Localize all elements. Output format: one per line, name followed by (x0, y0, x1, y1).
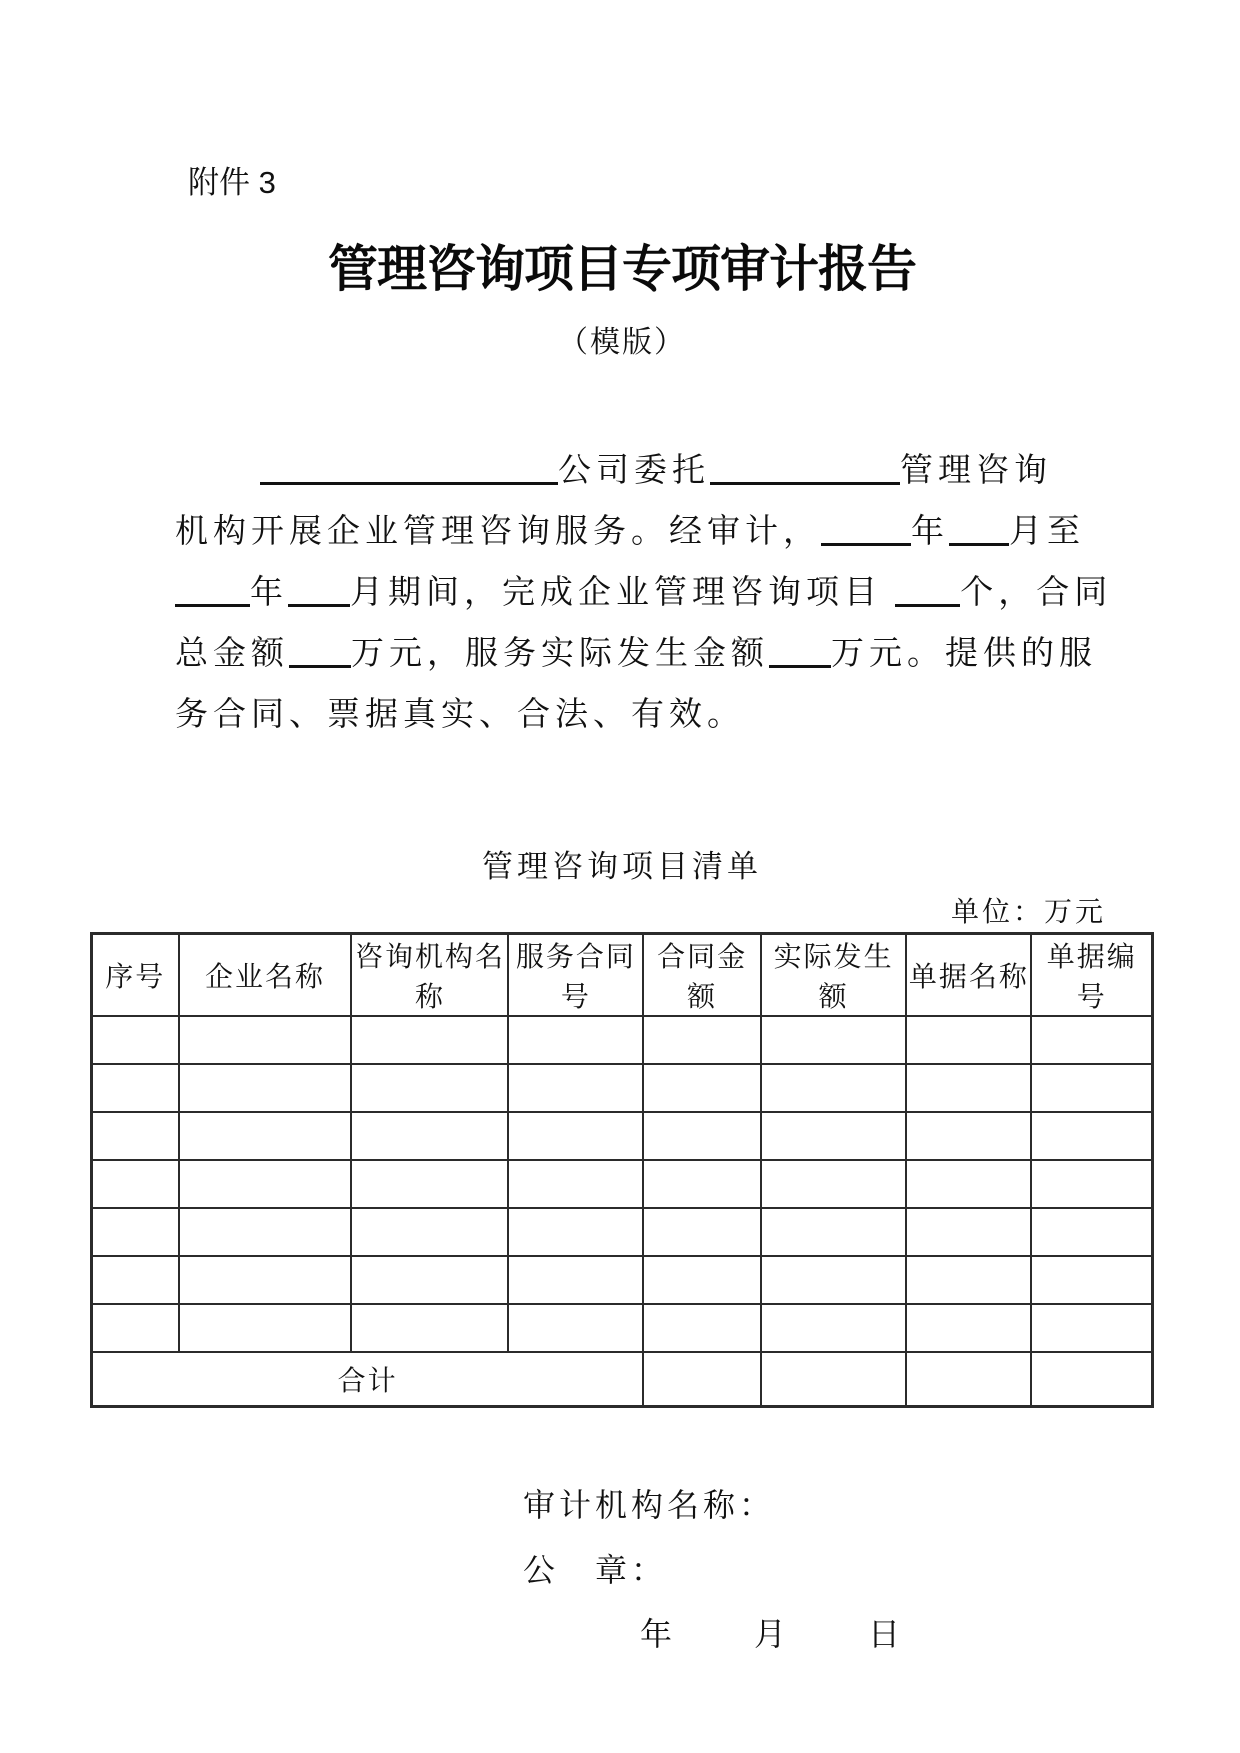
blank-underline-field (821, 513, 911, 546)
empty-cell (351, 1064, 508, 1112)
blank-underline-field (175, 574, 250, 607)
total-label: 合计 (92, 1352, 644, 1407)
empty-cell (906, 1064, 1031, 1112)
column-header: 单据名称 (906, 934, 1031, 1017)
empty-cell (761, 1304, 906, 1352)
table-body (92, 1016, 1153, 1352)
empty-cell (643, 1160, 761, 1208)
empty-table-row (92, 1208, 1153, 1256)
empty-cell (351, 1304, 508, 1352)
empty-cell (761, 1208, 906, 1256)
empty-cell (179, 1304, 352, 1352)
paragraph-line (175, 441, 1069, 502)
paragraph-text: 公司委托 (558, 453, 710, 490)
empty-cell (761, 1112, 906, 1160)
column-header: 咨询机构名称 (351, 934, 508, 1017)
paragraph-text: 管理咨询 (900, 453, 1052, 490)
empty-cell (508, 1016, 643, 1064)
blank-underline-field (895, 574, 960, 607)
paragraph-text: 年 (911, 514, 949, 551)
empty-cell (1031, 1160, 1152, 1208)
empty-cell (351, 1208, 508, 1256)
empty-cell (1031, 1016, 1152, 1064)
column-header: 实际发生额 (761, 934, 906, 1017)
empty-cell (906, 1304, 1031, 1352)
total-empty-cell (906, 1352, 1031, 1407)
empty-cell (92, 1016, 179, 1064)
paragraph-line (175, 502, 1085, 563)
empty-table-row (92, 1064, 1153, 1112)
empty-cell (906, 1016, 1031, 1064)
column-header: 单据编号 (1031, 934, 1152, 1017)
total-row (92, 1352, 1153, 1407)
empty-cell (1031, 1208, 1152, 1256)
empty-cell (92, 1160, 179, 1208)
empty-cell (761, 1064, 906, 1112)
empty-cell (761, 1016, 906, 1064)
empty-cell (179, 1112, 352, 1160)
paragraph-text: 月期间，完成企业管理咨询项目 (350, 575, 896, 612)
table-title: 管理咨询项目清单 (482, 849, 762, 885)
empty-cell (351, 1256, 508, 1304)
empty-cell (179, 1256, 352, 1304)
empty-cell (761, 1256, 906, 1304)
paragraph-line (175, 685, 1069, 746)
empty-cell (508, 1208, 643, 1256)
empty-cell (906, 1112, 1031, 1160)
blank-underline-field (260, 452, 558, 485)
empty-cell (643, 1016, 761, 1064)
paragraph-text: 万元，服务实际发生金额 (351, 636, 769, 673)
empty-cell (351, 1016, 508, 1064)
paragraph-line (175, 563, 1113, 624)
empty-cell (906, 1160, 1031, 1208)
empty-cell (761, 1160, 906, 1208)
column-header: 服务合同号 (508, 934, 643, 1017)
indent-space (175, 480, 260, 481)
empty-cell (508, 1112, 643, 1160)
empty-cell (92, 1256, 179, 1304)
table-header (92, 934, 1153, 1017)
paragraph-text: 总金额 (175, 636, 289, 673)
empty-cell (643, 1064, 761, 1112)
empty-cell (906, 1208, 1031, 1256)
empty-cell (643, 1256, 761, 1304)
empty-cell (92, 1304, 179, 1352)
empty-table-row (92, 1160, 1153, 1208)
document-subtitle: （模版） (558, 326, 686, 360)
paragraph-text: 个，合同 (960, 575, 1113, 612)
empty-cell (508, 1160, 643, 1208)
project-list-table (90, 932, 1154, 1408)
document-title: 管理咨询项目专项审计报告 (328, 241, 916, 298)
empty-cell (92, 1112, 179, 1160)
blank-underline-field (769, 635, 831, 668)
empty-table-row (92, 1112, 1153, 1160)
column-header-row (92, 934, 1153, 1017)
empty-cell (508, 1304, 643, 1352)
empty-cell (508, 1256, 643, 1304)
table-footer (92, 1352, 1153, 1407)
empty-cell (351, 1160, 508, 1208)
empty-table-row (92, 1256, 1153, 1304)
empty-cell (179, 1160, 352, 1208)
paragraph-text: 万元。提供的服 (831, 636, 1097, 673)
empty-cell (179, 1064, 352, 1112)
empty-cell (179, 1016, 352, 1064)
empty-cell (906, 1256, 1031, 1304)
paragraph-text: 务合同、票据真实、合法、有效。 (175, 697, 745, 734)
empty-cell (643, 1112, 761, 1160)
empty-cell (643, 1208, 761, 1256)
empty-cell (1031, 1304, 1152, 1352)
paragraph-text: 机构开展企业管理咨询服务。经审计， (175, 514, 821, 551)
empty-cell (1031, 1064, 1152, 1112)
empty-cell (508, 1064, 643, 1112)
body-paragraph (175, 441, 1113, 746)
blank-underline-field (288, 574, 350, 607)
seal-label: 公 章： (523, 1551, 668, 1588)
empty-cell (92, 1064, 179, 1112)
unit-label: 单位：万元 (950, 897, 1106, 929)
column-header: 序号 (92, 934, 179, 1017)
empty-table-row (92, 1016, 1153, 1064)
empty-cell (643, 1304, 761, 1352)
blank-underline-field (949, 513, 1009, 546)
column-header: 合同金额 (643, 934, 761, 1017)
empty-cell (92, 1208, 179, 1256)
blank-underline-field (289, 635, 351, 668)
empty-cell (1031, 1112, 1152, 1160)
total-empty-cell (761, 1352, 906, 1407)
date-line: 年 月 日 (640, 1615, 907, 1652)
empty-cell (179, 1208, 352, 1256)
total-empty-cell (643, 1352, 761, 1407)
empty-cell (351, 1112, 508, 1160)
attachment-label: 附件 3 (188, 165, 276, 200)
empty-cell (1031, 1256, 1152, 1304)
paragraph-text: 月至 (1009, 514, 1085, 551)
signature-block (523, 1488, 1154, 1652)
empty-table-row (92, 1304, 1153, 1352)
paragraph-text: 年 (250, 575, 288, 612)
column-header: 企业名称 (179, 934, 352, 1017)
total-empty-cell (1031, 1352, 1152, 1407)
auditor-name-label: 审计机构名称： (523, 1487, 776, 1524)
blank-underline-field (710, 452, 900, 485)
paragraph-line (175, 624, 1097, 685)
